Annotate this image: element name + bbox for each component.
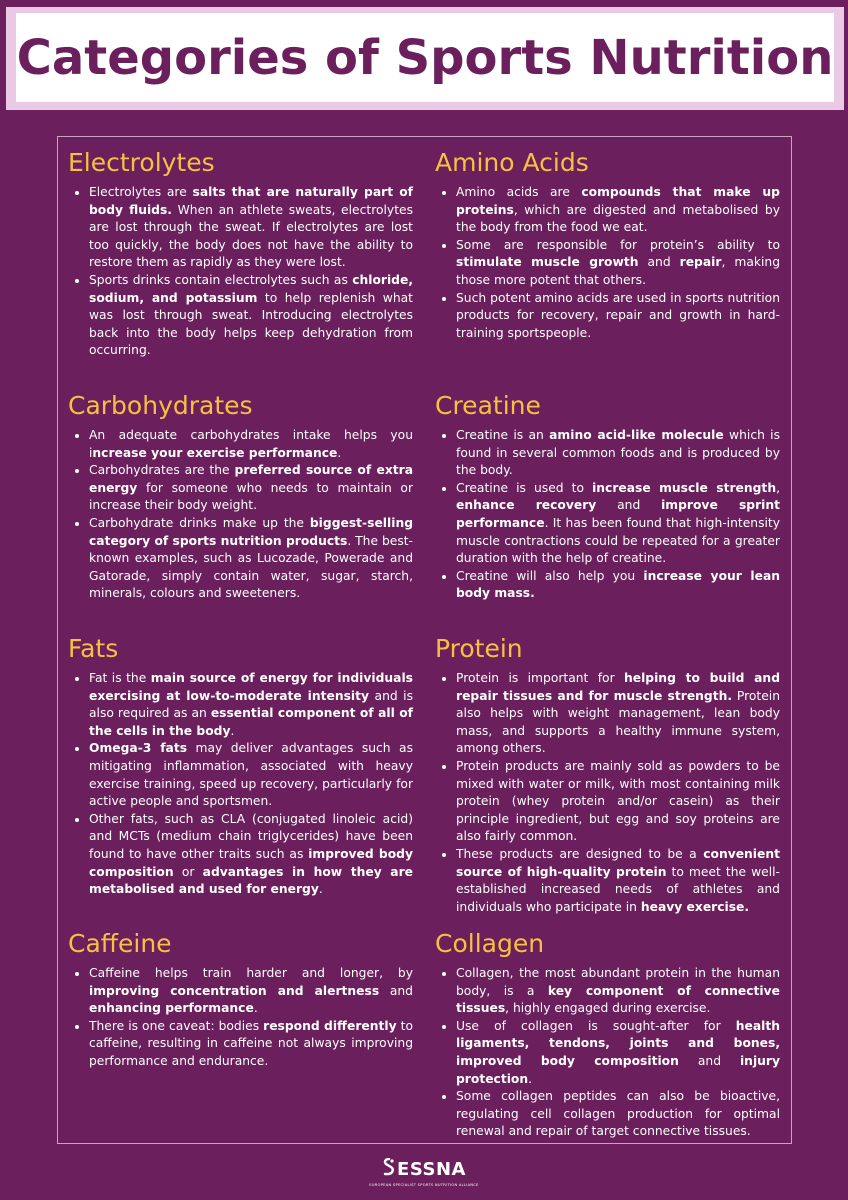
bullet-item: [435, 427, 780, 480]
bullet-item: [435, 1018, 780, 1088]
body-text: for someone who needs to maintain or increase their body weight.: [89, 480, 413, 513]
bold-text: increase muscle strength: [592, 480, 777, 495]
logo-main: [382, 1158, 466, 1181]
body-text: Such potent amino acids are used in sports nutrition products for recovery, repair and growth in hard-training sportspeople.: [456, 290, 780, 340]
body-text: . The best-known examples, such as Lucozade, Powerade and Gatorade, simply contain water, sugar, starch, minerals, colours and sweeteners.: [89, 533, 413, 601]
bold-text: improve sprint performance: [456, 498, 781, 530]
section-electrolytes: [68, 148, 413, 360]
body-text: and is also required as an: [89, 688, 413, 721]
bullet-list: [435, 670, 780, 916]
body-text: Protein also helps with weight management, lean body mass, and supports a healthy immune system, among others.: [456, 688, 781, 756]
body-text: Other fats, such as CLA (conjugated linoleic acid) and MCTs (medium chain triglycerides) have been found to have other traits such as: [89, 811, 413, 861]
bold-text: key component of connective tissues: [456, 983, 781, 1016]
bullet-item: [435, 846, 780, 916]
bullet-item: [68, 515, 413, 603]
bullet-item: [68, 462, 413, 515]
section-creatine: [435, 391, 780, 603]
bullet-list: [68, 670, 413, 899]
bold-text: preferred source of extra energy: [89, 463, 413, 495]
body-text: .: [230, 723, 235, 738]
body-text: or: [173, 864, 203, 879]
bold-text: repair: [679, 255, 722, 270]
body-text: Creatine is an: [456, 428, 550, 442]
bullet-item: [68, 427, 413, 462]
section-carbohydrates: [68, 391, 413, 603]
body-text: , making those more potent that others.: [456, 255, 780, 287]
bold-text: amino acid-like molecule: [549, 428, 724, 442]
body-text: Carbohydrates are the: [89, 463, 235, 478]
bold-text: helping to build and repair tissues and for muscle strength.: [456, 671, 780, 703]
section-heading: Caffeine: [68, 929, 172, 958]
body-text: Electrolytes are: [89, 185, 193, 199]
bold-text: stimulate muscle growth: [456, 255, 639, 270]
bullet-list: [435, 184, 780, 342]
bullet-item: [435, 184, 780, 237]
bold-text: improved body composition: [89, 846, 413, 879]
bullet-list: [68, 427, 413, 603]
bullet-item: [435, 290, 780, 343]
bullet-list: [435, 965, 780, 1141]
bold-text: ncrease your exercise performance: [92, 445, 338, 460]
bullet-item: [68, 1018, 413, 1071]
section-amino-acids: [435, 148, 780, 342]
body-text: Sports drinks contain electrolytes such as: [89, 272, 353, 287]
logo-subtitle: EUROPEAN SPECIALIST SPORTS NUTRITION ALLIANCE: [369, 1183, 479, 1187]
bullet-item: [435, 758, 780, 846]
bold-text: improving concentration and alertness: [89, 983, 380, 998]
bold-text: respond differently: [263, 1018, 397, 1033]
body-text: and: [596, 498, 662, 513]
bullet-list: [435, 427, 780, 603]
body-text: Protein products are mainly sold as powders to be mixed with water or milk, with most containing milk protein (whey protein and/or casein) as their principle ingredient, but egg and soy proteins are also fairly common.: [456, 758, 780, 844]
bullet-item: [68, 965, 413, 1018]
bold-text: health ligaments, tendons, joints and bones, improved body composition: [456, 1018, 780, 1068]
body-text: .: [318, 882, 323, 897]
body-text: and: [638, 255, 680, 270]
section-collagen: [435, 929, 780, 1141]
bold-text: compounds that make up proteins: [456, 185, 780, 217]
logo-text: ESSNA: [397, 1158, 466, 1180]
bullet-item: [435, 568, 780, 603]
body-text: . It has been found that high-intensity muscle contractions could be repeated for a greater duration with the help of creatine.: [456, 515, 780, 566]
bold-text: main source of energy for individuals exercising at low-to-moderate intensity: [89, 671, 414, 703]
bold-text: increase your lean body mass.: [456, 568, 781, 601]
body-text: and: [678, 1053, 740, 1068]
essna-mark-icon: [382, 1158, 396, 1181]
title-box: [16, 13, 834, 102]
body-text: These products are designed to be a: [456, 846, 704, 861]
body-text: which is found in several common foods and is produced by the body.: [456, 428, 780, 478]
bold-text: salts that are naturally part of body fluids.: [89, 185, 413, 217]
body-text: .: [528, 1071, 533, 1086]
body-text: An adequate carbohydrates intake helps you i: [89, 428, 413, 460]
bullet-item: [435, 1088, 780, 1141]
title-banner: [6, 7, 844, 110]
body-text: Creatine is used to: [456, 480, 593, 495]
body-text: may deliver advantages such as mitigating inflammation, associated with heavy exercise training, speed up recovery, particularly for active people and sportsmen.: [89, 741, 413, 809]
section-heading: Amino Acids: [435, 148, 589, 177]
section-heading: Fats: [68, 634, 119, 663]
body-text: When an athlete sweats, electrolytes are lost through the sweat. If electrolytes are lost too quickly, the body does not have the ability to restore them as rapidly as they were lost.: [89, 202, 413, 270]
body-text: and: [379, 983, 413, 998]
bold-text: injury protection: [456, 1053, 780, 1086]
body-text: , which are digested and metabolised by the body from the food we eat.: [456, 202, 780, 235]
section-heading: Collagen: [435, 929, 545, 958]
section-heading: Carbohydrates: [68, 391, 253, 420]
body-text: Some are responsible for protein’s ability to: [456, 237, 780, 252]
bullet-item: [68, 272, 413, 360]
bold-text: enhance recovery: [456, 498, 597, 513]
bold-text: essential component of all of the cells in the body: [89, 706, 413, 738]
body-text: to meet the well-established increased needs of athletes and individuals who participate in: [456, 864, 780, 914]
section-fats: [68, 634, 413, 899]
bold-text: convenient source of high-quality protein: [456, 846, 780, 879]
body-text: ,: [776, 480, 780, 495]
body-text: to caffeine, resulting in caffeine not always improving performance and endurance.: [89, 1018, 413, 1068]
section-heading: Electrolytes: [68, 148, 215, 177]
bullet-item: [435, 480, 780, 568]
body-text: Carbohydrate drinks make up the: [89, 515, 310, 530]
bold-text: advantages in how they are metabolised and used for energy: [89, 864, 413, 897]
bullet-item: [68, 184, 413, 272]
body-text: .: [253, 1001, 258, 1016]
bold-text: chloride, sodium, and potassium: [89, 272, 413, 305]
bullet-item: [435, 965, 780, 1018]
bold-text: enhancing performance: [89, 1001, 254, 1016]
bullet-item: [435, 237, 780, 290]
body-text: .: [337, 445, 342, 460]
body-text: Use of collagen is sought-after for: [456, 1018, 736, 1033]
section-heading: Creatine: [435, 391, 541, 420]
bullet-item: [435, 670, 780, 758]
bullet-list: [68, 965, 413, 1071]
body-text: Fat is the: [89, 671, 151, 685]
bold-text: Omega-3 fats: [89, 741, 188, 756]
bullet-item: [68, 811, 413, 899]
section-protein: [435, 634, 780, 916]
bold-text: biggest-selling category of sports nutrition products: [89, 515, 413, 548]
bullet-item: [68, 670, 413, 740]
body-text: , highly engaged during exercise.: [505, 1001, 711, 1016]
essna-logo: [369, 1158, 479, 1190]
bold-text: heavy exercise.: [640, 899, 750, 914]
body-text: Amino acids are: [456, 185, 582, 199]
bullet-item: [68, 740, 413, 810]
bullet-list: [68, 184, 413, 360]
body-text: Creatine will also help you: [456, 568, 644, 583]
body-text: Protein is important for: [456, 671, 624, 685]
body-text: Caffeine helps train harder and longer, by: [89, 966, 413, 980]
body-text: Some collagen peptides can also be bioactive, regulating cell collagen production for optimal renewal and repair of target connective tissues.: [456, 1089, 780, 1139]
page-title: Categories of Sports Nutrition: [16, 29, 834, 86]
section-caffeine: [68, 929, 413, 1071]
section-heading: Protein: [435, 634, 523, 663]
body-text: Collagen, the most abundant protein in the human body, is a: [456, 966, 780, 998]
body-text: There is one caveat: bodies: [89, 1018, 264, 1033]
body-text: to help replenish what was lost through sweat. Introducing electrolytes back into the body helps keep dehydration from occurring.: [89, 290, 413, 358]
